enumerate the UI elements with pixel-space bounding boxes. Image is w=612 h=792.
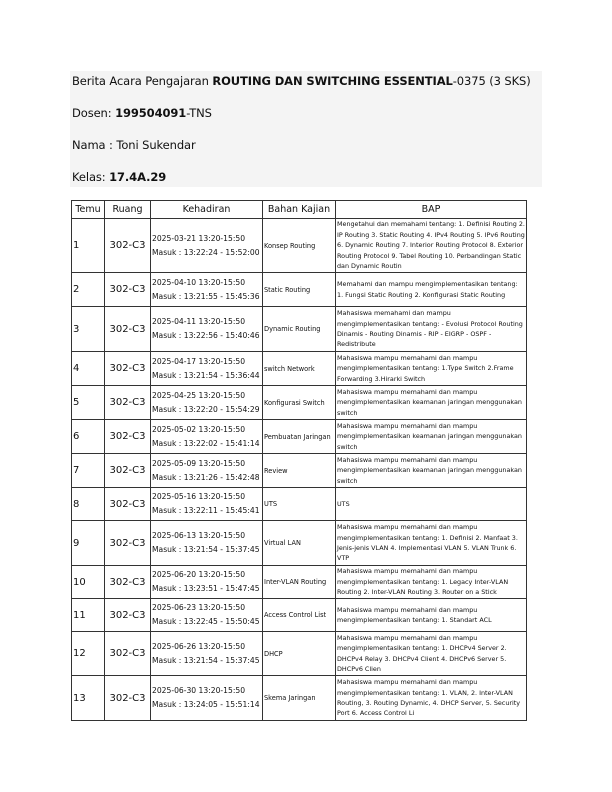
cell-ruang: 302-C3	[105, 219, 151, 273]
table-header-row	[72, 201, 527, 219]
cell-temu: 3	[72, 307, 105, 352]
table-row	[72, 599, 527, 632]
cell-bap: Mahasiswa mampu memahami dan mampu mengimplementasikan keamanan jaringan menggunakan switch	[336, 454, 527, 488]
nama-line: Nama : Toni Sukendar	[72, 138, 196, 152]
table-row	[72, 219, 527, 273]
cell-temu: 4	[72, 352, 105, 386]
table-row	[72, 420, 527, 454]
masuk-text: Masuk : 13:22:24 - 15:52:00	[152, 247, 260, 257]
dosen-id: 199504091	[115, 106, 187, 120]
cell-bahan-kajian: Pembuatan Jaringan	[263, 420, 336, 454]
cell-bap: Memahami dan mampu mengimplementasikan tentang: 1. Fungsi Static Routing 2. Konfigurasi Static Routing	[336, 273, 527, 307]
masuk-text: Masuk : 13:22:45 - 15:50:45	[152, 617, 260, 626]
cell-bap: Mahasiswa mampu memahami dan mampu mengimplementasikan tentang: 1. DHCPv4 Server 2. DHCPv4 Relay 3. DHCPv4 Client 4. DHCPv6 Server 5. DHCPv6 Clien	[336, 632, 527, 676]
cell-bap: Mahasiswa mampu memahami dan mampu mengimplementasikan tentang: 1. Legacy Inter-VLAN Routing 2. Inter-VLAN Routing 3. Router on a Stick	[336, 566, 527, 599]
column-header-bap: BAP	[336, 201, 527, 219]
jadwal-text: 2025-06-30 13:20-15:50	[152, 686, 246, 695]
cell-temu: 9	[72, 521, 105, 566]
table-row	[72, 566, 527, 599]
cell-kehadiran	[151, 521, 263, 566]
cell-bap: Mahasiswa mampu memahami dan mampu mengimplementasikan tentang: 1.Type Switch 2.Frame Forwarding 3.Hirarki Switch	[336, 352, 527, 386]
column-header-kehadiran: Kehadiran	[151, 201, 263, 219]
cell-temu: 1	[72, 219, 105, 273]
cell-bap: Mahasiswa mampu memahami dan mampu mengimplementasikan keamanan jaringan menggunakan switch	[336, 386, 527, 420]
cell-ruang: 302-C3	[105, 386, 151, 420]
cell-bahan-kajian: Skema Jaringan	[263, 676, 336, 721]
cell-temu: 6	[72, 420, 105, 454]
cell-kehadiran	[151, 676, 263, 721]
masuk-text: Masuk : 13:21:26 - 15:42:48	[152, 472, 260, 482]
cell-ruang: 302-C3	[105, 599, 151, 632]
jadwal-text: 2025-05-02 13:20-15:50	[152, 424, 246, 434]
masuk-text: Masuk : 13:24:05 - 15:51:14	[152, 700, 260, 709]
cell-ruang: 302-C3	[105, 566, 151, 599]
jadwal-text: 2025-05-16 13:20-15:50	[152, 492, 246, 501]
cell-bahan-kajian: Static Routing	[263, 273, 336, 307]
cell-bahan-kajian: switch Network	[263, 352, 336, 386]
jadwal-text: 2025-06-20 13:20-15:50	[152, 570, 246, 579]
cell-temu: 13	[72, 676, 105, 721]
cell-ruang: 302-C3	[105, 352, 151, 386]
cell-temu: 8	[72, 488, 105, 521]
cell-kehadiran	[151, 386, 263, 420]
nama-value: Toni Sukendar	[116, 138, 196, 152]
masuk-text: Masuk : 13:21:54 - 15:36:44	[152, 370, 260, 380]
jadwal-text: 2025-06-26 13:20-15:50	[152, 641, 246, 651]
jadwal-text: 2025-06-13 13:20-15:50	[152, 531, 246, 540]
cell-temu: 5	[72, 386, 105, 420]
cell-temu: 12	[72, 632, 105, 676]
cell-bahan-kajian: DHCP	[263, 632, 336, 676]
cell-kehadiran	[151, 307, 263, 352]
dosen-line: Dosen: 199504091-TNS	[72, 106, 212, 120]
cell-kehadiran	[151, 420, 263, 454]
masuk-text: Masuk : 13:21:54 - 15:37:45	[152, 545, 260, 554]
table-row	[72, 352, 527, 386]
cell-temu: 2	[72, 273, 105, 307]
kelas-value: 17.4A.29	[109, 170, 167, 184]
cell-bahan-kajian: Virtual LAN	[263, 521, 336, 566]
masuk-text: Masuk : 13:22:11 - 15:45:41	[152, 506, 260, 515]
cell-bahan-kajian: Konsep Routing	[263, 219, 336, 273]
cell-bap: Mahasiswa mampu memahami dan mampu mengimplementasikan tentang: 1. VLAN, 2. Inter-VLAN Routing, 3. Routing Dynamic, 4. DHCP Server, 5. Security Port 6. Access Control Li	[336, 676, 527, 721]
cell-temu: 7	[72, 454, 105, 488]
cell-ruang: 302-C3	[105, 420, 151, 454]
cell-ruang: 302-C3	[105, 454, 151, 488]
cell-ruang: 302-C3	[105, 676, 151, 721]
cell-kehadiran	[151, 599, 263, 632]
cell-kehadiran	[151, 219, 263, 273]
cell-bap: Mahasiswa mampu memahami dan mampu mengimplementasikan tentang: 1. Standart ACL	[336, 599, 527, 632]
masuk-text: Masuk : 13:21:54 - 15:37:45	[152, 655, 260, 665]
cell-kehadiran	[151, 566, 263, 599]
cell-temu: 11	[72, 599, 105, 632]
cell-bahan-kajian: Dynamic Routing	[263, 307, 336, 352]
kelas-line: Kelas: 17.4A.29	[72, 170, 167, 184]
table-row	[72, 488, 527, 521]
cell-ruang: 302-C3	[105, 488, 151, 521]
cell-kehadiran	[151, 632, 263, 676]
cell-ruang: 302-C3	[105, 632, 151, 676]
course-name: ROUTING DAN SWITCHING ESSENTIAL	[212, 74, 453, 88]
cell-bap: UTS	[336, 488, 527, 521]
table-row	[72, 273, 527, 307]
cell-temu: 10	[72, 566, 105, 599]
table-row	[72, 632, 527, 676]
table-row	[72, 307, 527, 352]
masuk-text: Masuk : 13:21:55 - 15:45:36	[152, 291, 260, 301]
cell-bahan-kajian: UTS	[263, 488, 336, 521]
jadwal-text: 2025-03-21 13:20-15:50	[152, 233, 246, 243]
table-row	[72, 454, 527, 488]
cell-kehadiran	[151, 273, 263, 307]
table-row	[72, 386, 527, 420]
cell-kehadiran	[151, 454, 263, 488]
masuk-text: Masuk : 13:23:51 - 15:47:45	[152, 584, 260, 593]
cell-bahan-kajian: Access Control List	[263, 599, 336, 632]
cell-kehadiran	[151, 352, 263, 386]
cell-bahan-kajian: Konfigurasi Switch	[263, 386, 336, 420]
column-header-temu: Temu	[72, 201, 105, 219]
cell-bahan-kajian: Inter-VLAN Routing	[263, 566, 336, 599]
document-title: Berita Acara Pengajaran ROUTING DAN SWITCHING ESSENTIAL-0375 (3 SKS)	[72, 74, 531, 88]
jadwal-text: 2025-04-25 13:20-15:50	[152, 390, 246, 400]
jadwal-text: 2025-04-11 13:20-15:50	[152, 317, 246, 326]
masuk-text: Masuk : 13:22:02 - 15:41:14	[152, 438, 260, 448]
cell-kehadiran	[151, 488, 263, 521]
table-row	[72, 676, 527, 721]
jadwal-text: 2025-04-10 13:20-15:50	[152, 277, 246, 287]
masuk-text: Masuk : 13:22:20 - 15:54:29	[152, 404, 260, 414]
bap-table	[71, 200, 527, 721]
cell-bap: Mahasiswa mampu memahami dan mampu mengimplementasikan keamanan jaringan menggunakan switch	[336, 420, 527, 454]
cell-bap: Mahasiswa memahami dan mampu mengimplementasikan tentang: - Evolusi Protocol Routing Dinamis - Routing Dinamis - RIP - EIGRP - OSPF - Redistribute	[336, 307, 527, 352]
cell-ruang: 302-C3	[105, 307, 151, 352]
table-row	[72, 521, 527, 566]
jadwal-text: 2025-04-17 13:20-15:50	[152, 356, 246, 366]
cell-ruang: 302-C3	[105, 273, 151, 307]
jadwal-text: 2025-06-23 13:20-15:50	[152, 603, 246, 612]
cell-bahan-kajian: Review	[263, 454, 336, 488]
masuk-text: Masuk : 13:22:56 - 15:40:46	[152, 331, 260, 340]
cell-bap: Mengetahui dan memahami tentang: 1. Definisi Routing 2. IP Routing 3. Static Routing 4. IPv4 Routing 5. IPv6 Routing 6. Dynamic Routing 7. Interior Routing Protocol 8. Exterior Routing Protocol 9. Tabel Routing 10. Perbandingan Static dan Dynamic Routin	[336, 219, 527, 273]
cell-ruang: 302-C3	[105, 521, 151, 566]
cell-bap: Mahasiswa mampu memahami dan mampu mengimplementasikan tentang: 1. Definisi 2. Manfaat 3. Jenis-jenis VLAN 4. Implementasi VLAN 5. VLAN Trunk 6. VTP	[336, 521, 527, 566]
jadwal-text: 2025-05-09 13:20-15:50	[152, 458, 246, 468]
column-header-ruang: Ruang	[105, 201, 151, 219]
column-header-bahan-kajian: Bahan Kajian	[263, 201, 336, 219]
